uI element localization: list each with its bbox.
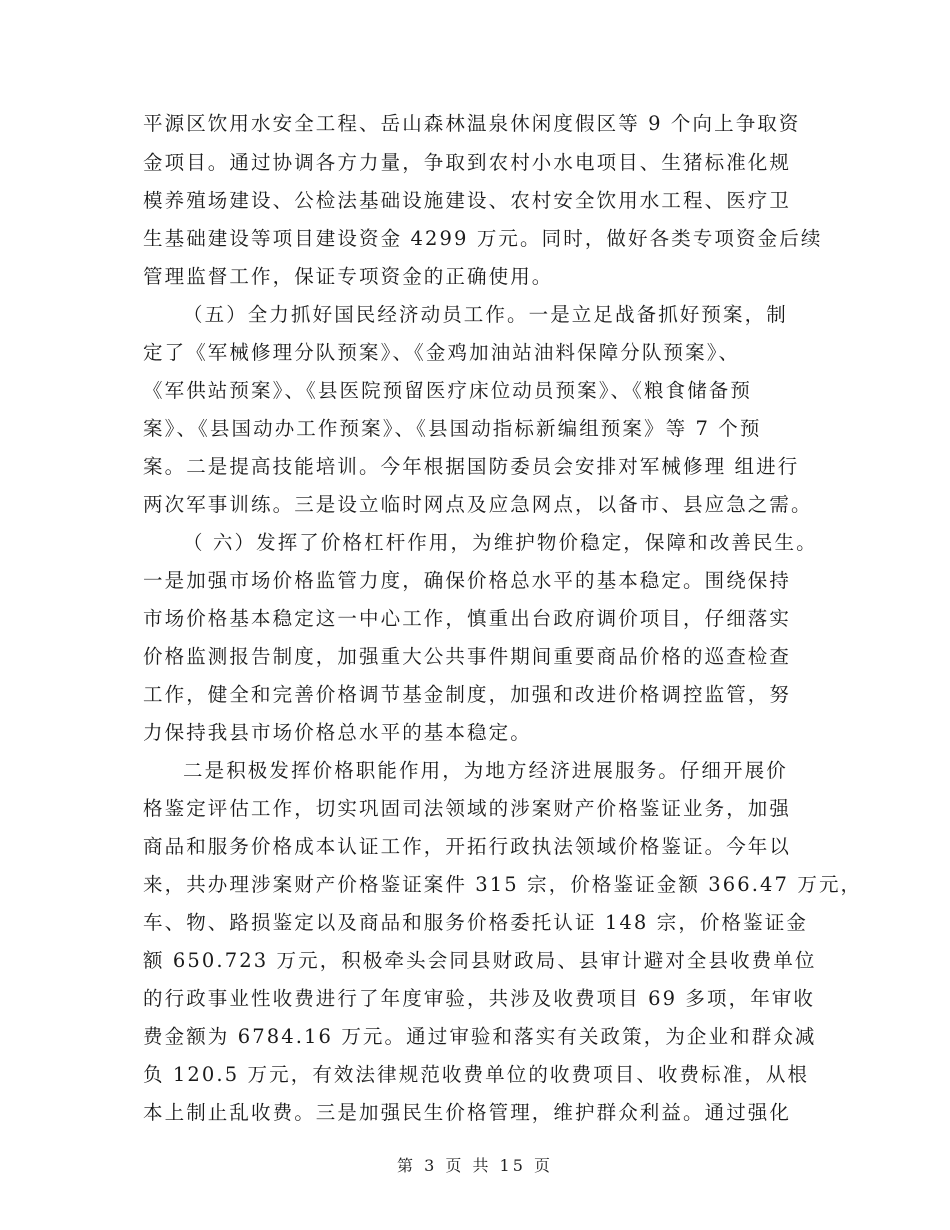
text-line: 本上制止乱收费。三是加强民生价格管理，维护群众利益。通过强化: [143, 1101, 792, 1124]
text-line: 定了《军械修理分队预案》、《金鸡加油站油料保障分队预案》、: [143, 341, 741, 364]
text-line: 车、物、路损鉴定以及商品和服务价格委托认证 148 宗，价格鉴证金: [143, 911, 808, 934]
text-line: 金项目。通过协调各方力量，争取到农村小水电项目、生猪标准化规: [143, 151, 792, 174]
paragraph-start-line: 二是积极发挥价格职能作用，为地方经济进展服务。仔细开展价: [183, 759, 788, 782]
text-line: 模养殖场建设、公检法基础设施建设、农村安全饮用水工程、医疗卫: [143, 189, 792, 212]
text-line: 费金额为 6784.16 万元。通过审验和落实有关政策，为企业和群众减: [143, 1025, 817, 1048]
text-line: 的行政事业性收费进行了年度审验，共涉及收费项目 69 多项，年审收: [143, 987, 816, 1010]
text-line: 《军供站预案》、《县医院预留医疗床位动员预案》、《粮食储备预: [143, 379, 753, 402]
text-line: 商品和服务价格成本认证工作，开拓行政执法领域价格鉴证。今年以: [143, 835, 792, 858]
paragraph-start-line: （五）全力抓好国民经济动员工作。一是立足战备抓好预案，制: [183, 303, 788, 326]
text-line: 一是加强市场价格监管力度，确保价格总水平的基本稳定。围绕保持: [143, 569, 792, 592]
page-number-footer: 第 3 页 共 15 页: [397, 1156, 553, 1175]
text-line: 案。二是提高技能培训。今年根据国防委员会安排对军械修理 组进行: [143, 455, 800, 478]
text-line: 力保持我县市场价格总水平的基本稳定。: [143, 721, 532, 744]
text-line: 来，共办理涉案财产价格鉴证案件 315 宗，价格鉴证金额 366.47 万元，: [143, 873, 863, 896]
text-line: 工作，健全和完善价格调节基金制度，加强和改进价格调控监管，努: [143, 683, 792, 706]
paragraph-start-line: （ 六）发挥了价格杠杆作用，为维护物价稳定，保障和改善民生。: [183, 531, 818, 554]
text-line: 平源区饮用水安全工程、岳山森林温泉休闲度假区等 9 个向上争取资: [143, 112, 801, 135]
text-line: 负 120.5 万元，有效法律规范收费单位的收费项目、收费标准，从根: [143, 1063, 810, 1086]
text-line: 额 650.723 万元，积极牵头会同县财政局、县审计避对全县收费单位: [143, 949, 817, 972]
text-line: 生基础建设等项目建设资金 4299 万元。同时，做好各类专项资金后续: [143, 227, 823, 250]
text-line: 格鉴定评估工作，切实巩固司法领域的涉案财产价格鉴证业务，加强: [143, 797, 792, 820]
text-line: 两次军事训练。三是设立临时网点及应急网点，以备市、县应急之需。: [143, 493, 813, 516]
text-line: 价格监测报告制度，加强重大公共事件期间重要商品价格的巡查检查: [143, 645, 792, 668]
text-line: 管理监督工作，保证专项资金的正确使用。: [143, 265, 554, 288]
text-line: 市场价格基本稳定这一中心工作，慎重出台政府调价项目，仔细落实: [143, 607, 792, 630]
text-line: 案》、《县国动办工作预案》、《县国动指标新编组预案》等 7 个预: [143, 417, 762, 440]
